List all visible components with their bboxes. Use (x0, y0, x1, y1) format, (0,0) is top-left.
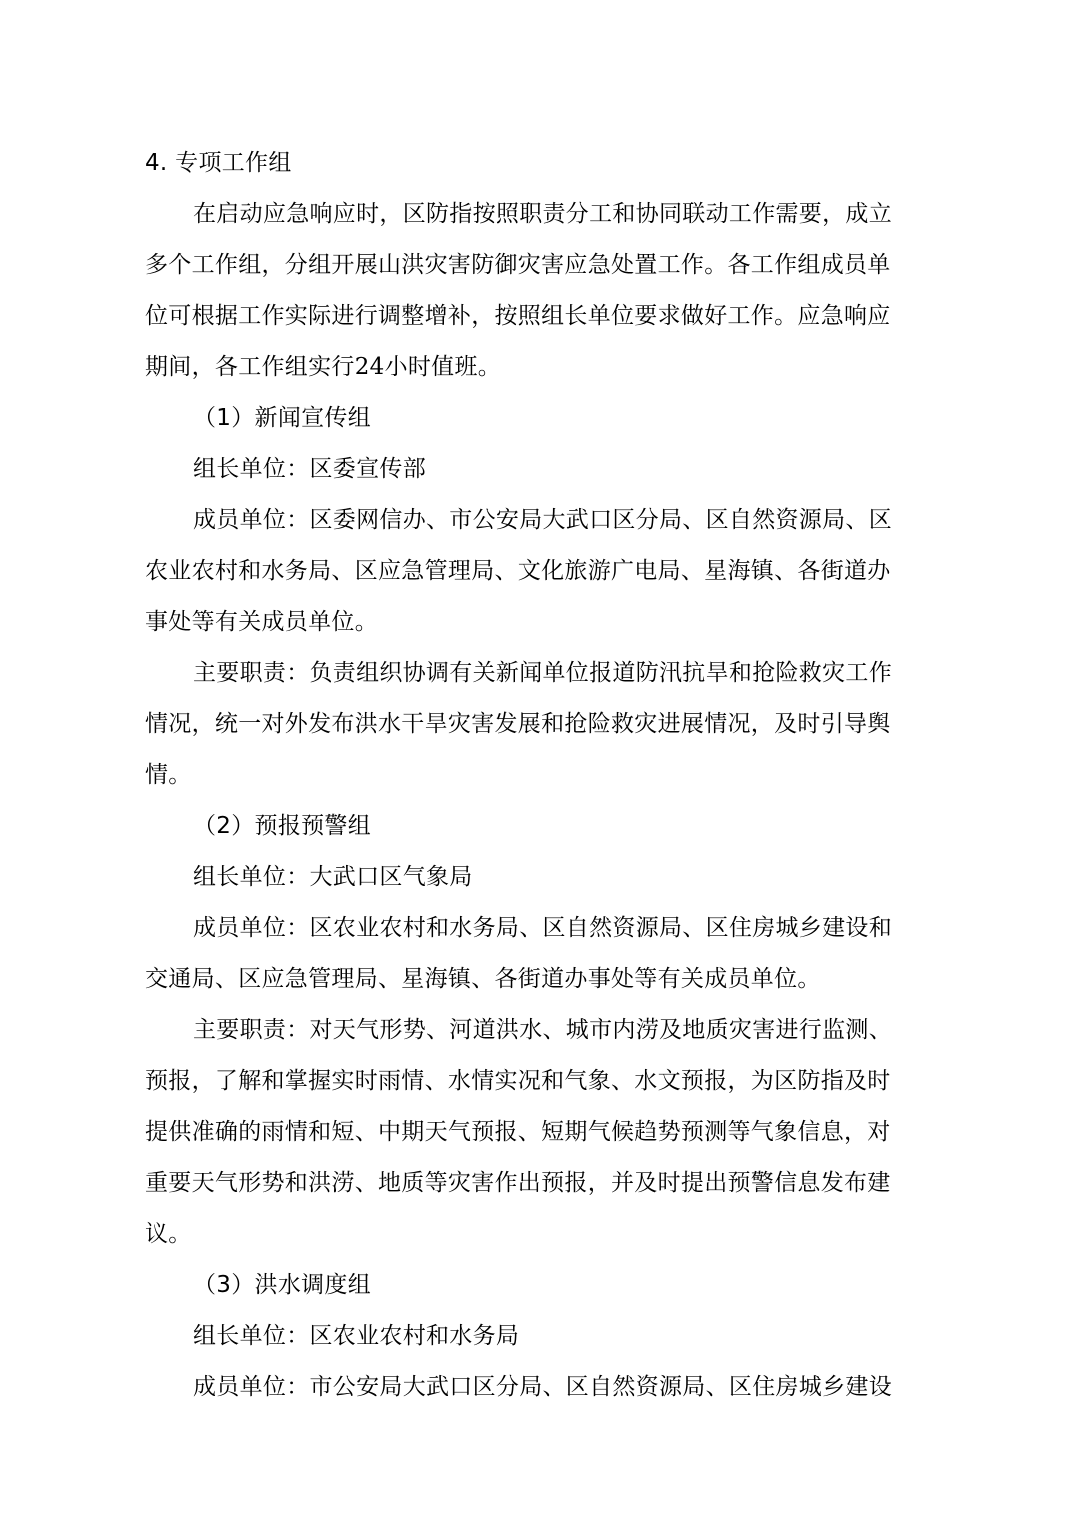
group-members-line: 成员单位：区委网信办、市公安局大武口区分局、区自然资源局、区 (193, 507, 892, 533)
intro-line: 期间，各工作组实行24小时值班。 (145, 354, 502, 380)
group-duties-line: 主要职责：负责组织协调有关新闻单位报道防汛抗旱和抢险救灾工作 (193, 660, 892, 686)
group-members-line: 成员单位：市公安局大武口区分局、区自然资源局、区住房城乡建设 (193, 1374, 892, 1400)
group-members-line: 交通局、区应急管理局、星海镇、各街道办事处等有关成员单位。 (145, 966, 821, 992)
section-heading: 4. 专项工作组 (145, 150, 292, 176)
group-leader: 组长单位：区委宣传部 (193, 456, 426, 482)
group-members-line: 农业农村和水务局、区应急管理局、文化旅游广电局、星海镇、各街道办 (145, 558, 891, 584)
group-title: （3）洪水调度组 (193, 1272, 372, 1298)
group-duties-line: 情况，统一对外发布洪水干旱灾害发展和抢险救灾进展情况，及时引导舆 (145, 711, 891, 737)
group-duties-line: 重要天气形势和洪涝、地质等灾害作出预报，并及时提出预警信息发布建 (145, 1170, 891, 1196)
group-duties-line: 主要职责：对天气形势、河道洪水、城市内涝及地质灾害进行监测、 (193, 1017, 892, 1043)
group-duties-line: 提供准确的雨情和短、中期天气预报、短期气候趋势预测等气象信息，对 (145, 1119, 891, 1145)
intro-line: 在启动应急响应时，区防指按照职责分工和协同联动工作需要，成立 (193, 201, 892, 227)
group-members-line: 成员单位：区农业农村和水务局、区自然资源局、区住房城乡建设和 (193, 915, 892, 941)
group-leader: 组长单位：大武口区气象局 (193, 864, 473, 890)
group-title: （1）新闻宣传组 (193, 405, 372, 431)
group-members-line: 事处等有关成员单位。 (145, 609, 378, 635)
document-body (145, 138, 951, 1413)
group-duties-line: 情。 (145, 762, 192, 788)
intro-line: 位可根据工作实际进行调整增补，按照组长单位要求做好工作。应急响应 (145, 303, 891, 329)
group-title: （2）预报预警组 (193, 813, 372, 839)
intro-line: 多个工作组，分组开展山洪灾害防御灾害应急处置工作。各工作组成员单 (145, 252, 891, 278)
group-duties-line: 预报，了解和掌握实时雨情、水情实况和气象、水文预报，为区防指及时 (145, 1068, 891, 1094)
group-duties-line: 议。 (145, 1221, 192, 1247)
group-leader: 组长单位：区农业农村和水务局 (193, 1323, 520, 1349)
